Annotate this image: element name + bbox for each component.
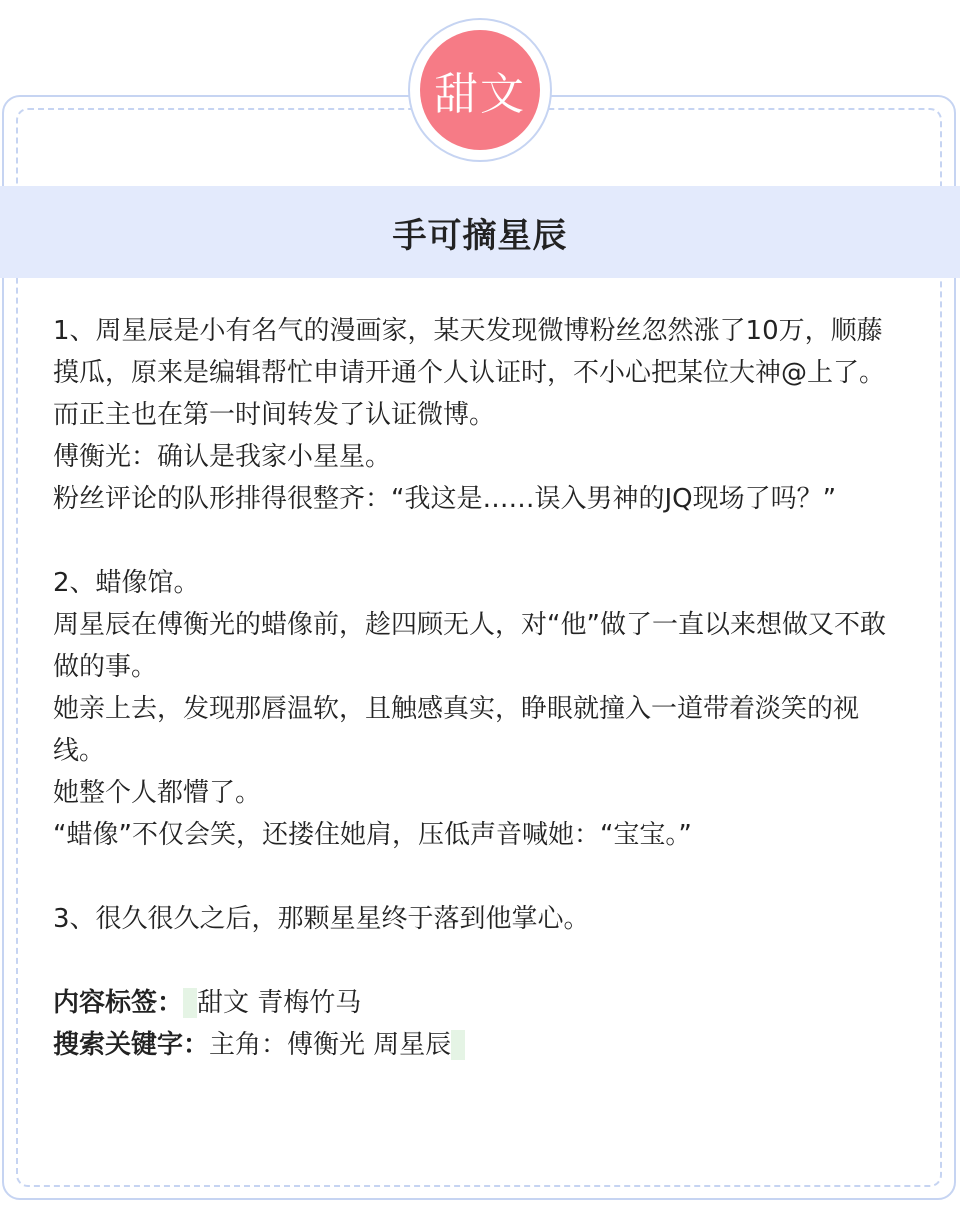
search-keywords-row	[53, 1024, 903, 1066]
title-band	[0, 186, 960, 278]
synopsis	[53, 310, 903, 1066]
section2-paragraph: 她亲上去，发现那唇温软，且触感真实，睁眼就撞入一道带着淡笑的视线。	[53, 694, 860, 766]
book-title: 手可摘星辰	[392, 215, 568, 256]
section1-paragraph: 粉丝评论的队形排得很整齐：“我这是……误入男神的JQ现场了吗？”	[53, 484, 837, 514]
content-tags-value: 甜文 青梅竹马	[183, 988, 361, 1018]
search-keywords-value: 主角：傅衡光 周星辰	[209, 1030, 465, 1060]
section2-paragraph: 2、蜡像馆。	[53, 568, 200, 598]
section2-paragraph: 她整个人都懵了。	[53, 778, 262, 808]
paragraph-spacer	[53, 940, 903, 982]
section2-paragraph: “蜡像”不仅会笑，还搂住她肩，压低声音喊她：“宝宝。”	[53, 820, 692, 850]
search-keywords-label: 搜索关键字：	[53, 1030, 210, 1060]
section1-paragraph: 傅衡光：确认是我家小星星。	[53, 442, 392, 472]
section2-paragraph: 周星辰在傅衡光的蜡像前，趁四顾无人，对“他”做了一直以来想做又不敢做的事。	[53, 610, 886, 682]
section1-paragraph: 1、周星辰是小有名气的漫画家，某天发现微博粉丝忽然涨了10万，顺藤摸瓜，原来是编辑帮忙申请开通个人认证时，不小心把某位大神@上了。	[53, 316, 886, 388]
paragraph-spacer	[53, 520, 903, 562]
section3-paragraph: 3、很久很久之后，那颗星星终于落到他掌心。	[53, 904, 590, 934]
paragraph-spacer	[53, 856, 903, 898]
content-tags-row	[53, 982, 903, 1024]
section1-paragraph: 而正主也在第一时间转发了认证微博。	[53, 400, 496, 430]
genre-badge: 甜文	[420, 30, 540, 150]
content-tags-label: 内容标签：	[53, 988, 184, 1018]
